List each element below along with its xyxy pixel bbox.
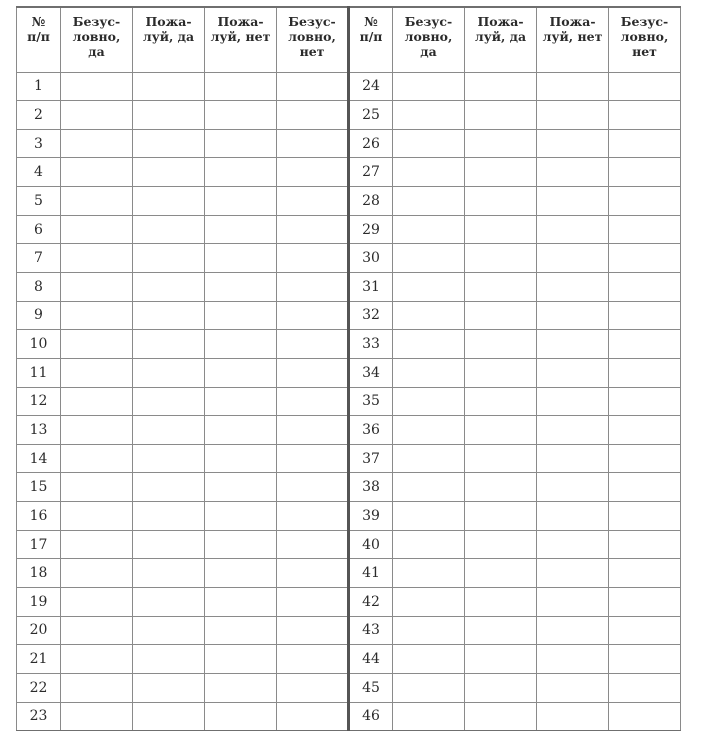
answer-cell-probably-yes-left[interactable] [133, 416, 205, 445]
answer-cell-definitely-no-left[interactable] [277, 502, 349, 531]
answer-cell-definitely-no-right[interactable] [609, 358, 681, 387]
answer-cell-definitely-yes-left[interactable] [61, 473, 133, 502]
item-number-left: 1 [17, 72, 61, 101]
answer-cell-probably-yes-left[interactable] [133, 530, 205, 559]
item-number-left: 15 [17, 473, 61, 502]
answer-cell-probably-no-right[interactable] [537, 301, 609, 330]
table-row [17, 473, 681, 502]
answer-cell-probably-yes-left[interactable] [133, 616, 205, 645]
answer-cell-probably-yes-left[interactable] [133, 158, 205, 187]
item-number-right: 29 [349, 215, 393, 244]
table-row [17, 645, 681, 674]
answer-cell-definitely-yes-left[interactable] [61, 702, 133, 731]
answer-cell-probably-no-left[interactable] [205, 502, 277, 531]
item-number-left: 17 [17, 530, 61, 559]
answer-cell-definitely-yes-left[interactable] [61, 215, 133, 244]
answer-cell-probably-no-right[interactable] [537, 530, 609, 559]
answer-cell-definitely-yes-left[interactable] [61, 559, 133, 588]
header-definitely-no-left: Безус- ловно, нет [277, 7, 349, 72]
answer-cell-definitely-yes-left[interactable] [61, 129, 133, 158]
table-row [17, 129, 681, 158]
answer-cell-probably-no-left[interactable] [205, 387, 277, 416]
answer-cell-definitely-yes-left[interactable] [61, 387, 133, 416]
answer-cell-definitely-no-left[interactable] [277, 416, 349, 445]
item-number-left: 21 [17, 645, 61, 674]
item-number-right: 35 [349, 387, 393, 416]
answer-cell-definitely-no-left[interactable] [277, 702, 349, 731]
answer-cell-probably-yes-right[interactable] [465, 473, 537, 502]
answer-cell-definitely-yes-right[interactable] [393, 187, 465, 216]
answer-cell-definitely-yes-right[interactable] [393, 129, 465, 158]
answer-cell-definitely-no-left[interactable] [277, 330, 349, 359]
answer-cell-probably-no-left[interactable] [205, 301, 277, 330]
answer-cell-definitely-yes-right[interactable] [393, 702, 465, 731]
answer-cell-definitely-yes-right[interactable] [393, 530, 465, 559]
answer-cell-probably-no-right[interactable] [537, 101, 609, 130]
answer-cell-definitely-no-left[interactable] [277, 101, 349, 130]
answer-cell-definitely-no-right[interactable] [609, 416, 681, 445]
item-number-right: 27 [349, 158, 393, 187]
item-number-right: 44 [349, 645, 393, 674]
item-number-right: 26 [349, 129, 393, 158]
answer-cell-probably-yes-right[interactable] [465, 358, 537, 387]
answer-cell-probably-no-left[interactable] [205, 588, 277, 617]
answer-cell-probably-no-right[interactable] [537, 187, 609, 216]
answer-cell-definitely-no-right[interactable] [609, 473, 681, 502]
answer-cell-probably-yes-right[interactable] [465, 215, 537, 244]
answer-cell-probably-yes-right[interactable] [465, 387, 537, 416]
answer-cell-definitely-yes-left[interactable] [61, 72, 133, 101]
answer-cell-definitely-no-left[interactable] [277, 129, 349, 158]
table-row [17, 616, 681, 645]
answer-cell-definitely-yes-left[interactable] [61, 187, 133, 216]
answer-cell-definitely-no-right[interactable] [609, 616, 681, 645]
answer-cell-probably-no-right[interactable] [537, 559, 609, 588]
answer-cell-probably-no-left[interactable] [205, 473, 277, 502]
answer-cell-definitely-no-left[interactable] [277, 272, 349, 301]
answer-cell-definitely-yes-left[interactable] [61, 330, 133, 359]
header-probably-yes-right: Пожа- луй, да [465, 7, 537, 72]
answer-cell-probably-yes-right[interactable] [465, 616, 537, 645]
answer-cell-probably-no-left[interactable] [205, 101, 277, 130]
answer-cell-definitely-no-right[interactable] [609, 673, 681, 702]
answer-cell-probably-no-right[interactable] [537, 502, 609, 531]
answer-cell-probably-yes-left[interactable] [133, 244, 205, 273]
answer-cell-definitely-no-left[interactable] [277, 215, 349, 244]
item-number-left: 7 [17, 244, 61, 273]
answer-cell-probably-yes-right[interactable] [465, 101, 537, 130]
table-row [17, 358, 681, 387]
answer-cell-probably-no-right[interactable] [537, 473, 609, 502]
item-number-right: 41 [349, 559, 393, 588]
table-row [17, 101, 681, 130]
item-number-right: 45 [349, 673, 393, 702]
item-number-left: 4 [17, 158, 61, 187]
answer-cell-definitely-no-left[interactable] [277, 301, 349, 330]
answer-cell-definitely-no-left[interactable] [277, 158, 349, 187]
table-row [17, 244, 681, 273]
answer-cell-definitely-yes-left[interactable] [61, 244, 133, 273]
answer-cell-definitely-no-left[interactable] [277, 244, 349, 273]
answer-cell-probably-no-left[interactable] [205, 530, 277, 559]
answer-cell-definitely-no-left[interactable] [277, 72, 349, 101]
table-row [17, 158, 681, 187]
answer-cell-probably-no-right[interactable] [537, 588, 609, 617]
table-row [17, 530, 681, 559]
answer-cell-definitely-yes-left[interactable] [61, 158, 133, 187]
item-number-left: 14 [17, 444, 61, 473]
answer-cell-probably-yes-right[interactable] [465, 158, 537, 187]
answer-cell-probably-no-left[interactable] [205, 616, 277, 645]
answer-cell-probably-yes-left[interactable] [133, 215, 205, 244]
answer-cell-probably-no-left[interactable] [205, 129, 277, 158]
answer-cell-definitely-yes-left[interactable] [61, 530, 133, 559]
answer-cell-probably-yes-left[interactable] [133, 129, 205, 158]
table-row [17, 215, 681, 244]
header-definitely-yes-left: Безус- ловно, да [61, 7, 133, 72]
table-row [17, 702, 681, 731]
answer-cell-probably-yes-left[interactable] [133, 588, 205, 617]
answer-sheet-table [16, 6, 681, 731]
answer-cell-definitely-yes-left[interactable] [61, 272, 133, 301]
answer-cell-probably-yes-left[interactable] [133, 673, 205, 702]
answer-cell-definitely-no-right[interactable] [609, 530, 681, 559]
answer-rows [17, 72, 681, 731]
answer-cell-definitely-yes-right[interactable] [393, 473, 465, 502]
answer-cell-probably-no-left[interactable] [205, 444, 277, 473]
item-number-right: 39 [349, 502, 393, 531]
answer-cell-definitely-no-right[interactable] [609, 244, 681, 273]
answer-cell-probably-yes-left[interactable] [133, 272, 205, 301]
answer-cell-probably-no-left[interactable] [205, 72, 277, 101]
answer-cell-definitely-no-left[interactable] [277, 616, 349, 645]
answer-cell-probably-yes-right[interactable] [465, 444, 537, 473]
header-definitely-no-right: Безус- ловно, нет [609, 7, 681, 72]
answer-cell-definitely-no-left[interactable] [277, 530, 349, 559]
item-number-right: 40 [349, 530, 393, 559]
item-number-left: 22 [17, 673, 61, 702]
answer-cell-definitely-no-right[interactable] [609, 330, 681, 359]
answer-cell-definitely-yes-right[interactable] [393, 244, 465, 273]
answer-cell-definitely-no-right[interactable] [609, 645, 681, 674]
item-number-right: 34 [349, 358, 393, 387]
answer-cell-probably-yes-left[interactable] [133, 358, 205, 387]
answer-cell-probably-yes-right[interactable] [465, 244, 537, 273]
answer-cell-probably-no-left[interactable] [205, 673, 277, 702]
answer-cell-definitely-yes-left[interactable] [61, 645, 133, 674]
answer-cell-probably-yes-left[interactable] [133, 387, 205, 416]
answer-cell-definitely-yes-right[interactable] [393, 673, 465, 702]
answer-cell-definitely-no-right[interactable] [609, 444, 681, 473]
answer-cell-probably-no-right[interactable] [537, 129, 609, 158]
answer-cell-probably-no-right[interactable] [537, 416, 609, 445]
table-row [17, 72, 681, 101]
answer-cell-probably-no-left[interactable] [205, 559, 277, 588]
item-number-left: 13 [17, 416, 61, 445]
answer-cell-definitely-no-right[interactable] [609, 301, 681, 330]
answer-cell-probably-no-right[interactable] [537, 387, 609, 416]
answer-cell-probably-yes-right[interactable] [465, 702, 537, 731]
answer-cell-probably-yes-left[interactable] [133, 645, 205, 674]
item-number-left: 5 [17, 187, 61, 216]
answer-cell-definitely-yes-right[interactable] [393, 330, 465, 359]
header-row [17, 7, 681, 72]
answer-cell-definitely-no-right[interactable] [609, 129, 681, 158]
item-number-left: 18 [17, 559, 61, 588]
item-number-left: 11 [17, 358, 61, 387]
answer-cell-probably-no-right[interactable] [537, 645, 609, 674]
answer-cell-definitely-no-right[interactable] [609, 272, 681, 301]
answer-cell-probably-yes-right[interactable] [465, 530, 537, 559]
answer-cell-probably-yes-right[interactable] [465, 187, 537, 216]
item-number-right: 38 [349, 473, 393, 502]
item-number-left: 19 [17, 588, 61, 617]
answer-cell-definitely-no-right[interactable] [609, 702, 681, 731]
answer-cell-definitely-no-right[interactable] [609, 588, 681, 617]
table-row [17, 502, 681, 531]
answer-cell-probably-yes-right[interactable] [465, 72, 537, 101]
answer-cell-definitely-yes-right[interactable] [393, 502, 465, 531]
answer-cell-probably-no-left[interactable] [205, 645, 277, 674]
item-number-right: 24 [349, 72, 393, 101]
item-number-right: 42 [349, 588, 393, 617]
answer-cell-definitely-yes-right[interactable] [393, 272, 465, 301]
item-number-left: 20 [17, 616, 61, 645]
table-row [17, 301, 681, 330]
answer-cell-probably-yes-left[interactable] [133, 101, 205, 130]
header-probably-no-right: Пожа- луй, нет [537, 7, 609, 72]
item-number-right: 43 [349, 616, 393, 645]
answer-cell-probably-no-right[interactable] [537, 244, 609, 273]
answer-cell-probably-no-left[interactable] [205, 358, 277, 387]
answer-cell-probably-yes-left[interactable] [133, 330, 205, 359]
answer-cell-definitely-yes-right[interactable] [393, 158, 465, 187]
answer-cell-probably-no-left[interactable] [205, 158, 277, 187]
item-number-left: 12 [17, 387, 61, 416]
answer-cell-probably-no-right[interactable] [537, 272, 609, 301]
item-number-right: 46 [349, 702, 393, 731]
answer-cell-probably-yes-left[interactable] [133, 559, 205, 588]
answer-cell-definitely-yes-right[interactable] [393, 358, 465, 387]
answer-cell-definitely-yes-right[interactable] [393, 215, 465, 244]
answer-cell-probably-yes-left[interactable] [133, 473, 205, 502]
table-row [17, 187, 681, 216]
answer-cell-probably-yes-right[interactable] [465, 645, 537, 674]
answer-cell-probably-no-left[interactable] [205, 215, 277, 244]
item-number-right: 32 [349, 301, 393, 330]
item-number-right: 30 [349, 244, 393, 273]
answer-cell-definitely-yes-left[interactable] [61, 444, 133, 473]
answer-cell-probably-yes-left[interactable] [133, 502, 205, 531]
answer-cell-probably-no-left[interactable] [205, 702, 277, 731]
header-number-left: № п/п [17, 7, 61, 72]
answer-cell-probably-no-right[interactable] [537, 72, 609, 101]
item-number-right: 33 [349, 330, 393, 359]
answer-cell-probably-no-left[interactable] [205, 330, 277, 359]
item-number-right: 36 [349, 416, 393, 445]
answer-cell-probably-no-right[interactable] [537, 444, 609, 473]
answer-cell-definitely-no-left[interactable] [277, 473, 349, 502]
answer-cell-definitely-no-right[interactable] [609, 502, 681, 531]
answer-cell-definitely-yes-right[interactable] [393, 416, 465, 445]
answer-cell-definitely-no-right[interactable] [609, 187, 681, 216]
item-number-right: 25 [349, 101, 393, 130]
answer-cell-probably-yes-right[interactable] [465, 588, 537, 617]
item-number-left: 10 [17, 330, 61, 359]
answer-cell-probably-yes-right[interactable] [465, 301, 537, 330]
header-probably-no-left: Пожа- луй, нет [205, 7, 277, 72]
table-row [17, 444, 681, 473]
answer-cell-definitely-no-right[interactable] [609, 559, 681, 588]
table-row [17, 416, 681, 445]
header-number-right: № п/п [349, 7, 393, 72]
answer-cell-probably-yes-right[interactable] [465, 559, 537, 588]
answer-cell-probably-yes-right[interactable] [465, 502, 537, 531]
item-number-right: 37 [349, 444, 393, 473]
item-number-right: 31 [349, 272, 393, 301]
table-row [17, 673, 681, 702]
item-number-right: 28 [349, 187, 393, 216]
answer-cell-definitely-yes-right[interactable] [393, 101, 465, 130]
answer-cell-definitely-yes-right[interactable] [393, 559, 465, 588]
answer-cell-definitely-no-right[interactable] [609, 158, 681, 187]
answer-cell-probably-yes-right[interactable] [465, 272, 537, 301]
table-row [17, 559, 681, 588]
answer-cell-definitely-no-right[interactable] [609, 101, 681, 130]
answer-cell-probably-no-right[interactable] [537, 158, 609, 187]
table-row [17, 588, 681, 617]
answer-cell-definitely-yes-left[interactable] [61, 358, 133, 387]
answer-cell-definitely-yes-left[interactable] [61, 101, 133, 130]
answer-cell-definitely-yes-right[interactable] [393, 616, 465, 645]
answer-cell-definitely-yes-left[interactable] [61, 588, 133, 617]
answer-cell-definitely-yes-right[interactable] [393, 387, 465, 416]
answer-cell-definitely-yes-right[interactable] [393, 301, 465, 330]
header-definitely-yes-right: Безус- ловно, да [393, 7, 465, 72]
table-row [17, 387, 681, 416]
answer-cell-definitely-yes-left[interactable] [61, 301, 133, 330]
item-number-left: 9 [17, 301, 61, 330]
item-number-left: 6 [17, 215, 61, 244]
answer-cell-definitely-no-right[interactable] [609, 72, 681, 101]
answer-cell-probably-no-right[interactable] [537, 673, 609, 702]
answer-cell-probably-no-left[interactable] [205, 244, 277, 273]
answer-cell-definitely-yes-right[interactable] [393, 588, 465, 617]
answer-cell-probably-no-right[interactable] [537, 215, 609, 244]
answer-cell-definitely-yes-left[interactable] [61, 416, 133, 445]
answer-cell-definitely-yes-right[interactable] [393, 645, 465, 674]
answer-cell-definitely-no-left[interactable] [277, 673, 349, 702]
item-number-left: 8 [17, 272, 61, 301]
answer-cell-probably-yes-left[interactable] [133, 187, 205, 216]
answer-cell-definitely-yes-right[interactable] [393, 444, 465, 473]
answer-cell-probably-yes-right[interactable] [465, 416, 537, 445]
answer-cell-definitely-no-left[interactable] [277, 358, 349, 387]
answer-cell-probably-no-left[interactable] [205, 272, 277, 301]
answer-cell-probably-no-right[interactable] [537, 330, 609, 359]
answer-cell-definitely-yes-right[interactable] [393, 72, 465, 101]
answer-cell-definitely-no-left[interactable] [277, 559, 349, 588]
answer-cell-definitely-no-left[interactable] [277, 387, 349, 416]
answer-cell-definitely-no-right[interactable] [609, 387, 681, 416]
item-number-left: 2 [17, 101, 61, 130]
item-number-left: 3 [17, 129, 61, 158]
answer-cell-definitely-no-left[interactable] [277, 444, 349, 473]
answer-cell-probably-yes-left[interactable] [133, 444, 205, 473]
answer-cell-probably-no-left[interactable] [205, 416, 277, 445]
answer-cell-probably-yes-right[interactable] [465, 673, 537, 702]
answer-cell-probably-no-left[interactable] [205, 187, 277, 216]
answer-cell-probably-no-right[interactable] [537, 702, 609, 731]
answer-cell-probably-no-right[interactable] [537, 616, 609, 645]
answer-cell-definitely-yes-left[interactable] [61, 673, 133, 702]
answer-cell-probably-yes-right[interactable] [465, 330, 537, 359]
item-number-left: 23 [17, 702, 61, 731]
answer-cell-probably-yes-left[interactable] [133, 72, 205, 101]
answer-cell-probably-yes-left[interactable] [133, 702, 205, 731]
answer-cell-definitely-no-left[interactable] [277, 187, 349, 216]
answer-cell-probably-yes-left[interactable] [133, 301, 205, 330]
answer-cell-definitely-no-right[interactable] [609, 215, 681, 244]
answer-cell-probably-no-right[interactable] [537, 358, 609, 387]
answer-cell-definitely-yes-left[interactable] [61, 502, 133, 531]
table-row [17, 272, 681, 301]
header-probably-yes-left: Пожа- луй, да [133, 7, 205, 72]
table-row [17, 330, 681, 359]
answer-cell-definitely-no-left[interactable] [277, 645, 349, 674]
answer-cell-probably-yes-right[interactable] [465, 129, 537, 158]
answer-cell-definitely-yes-left[interactable] [61, 616, 133, 645]
item-number-left: 16 [17, 502, 61, 531]
answer-cell-definitely-no-left[interactable] [277, 588, 349, 617]
